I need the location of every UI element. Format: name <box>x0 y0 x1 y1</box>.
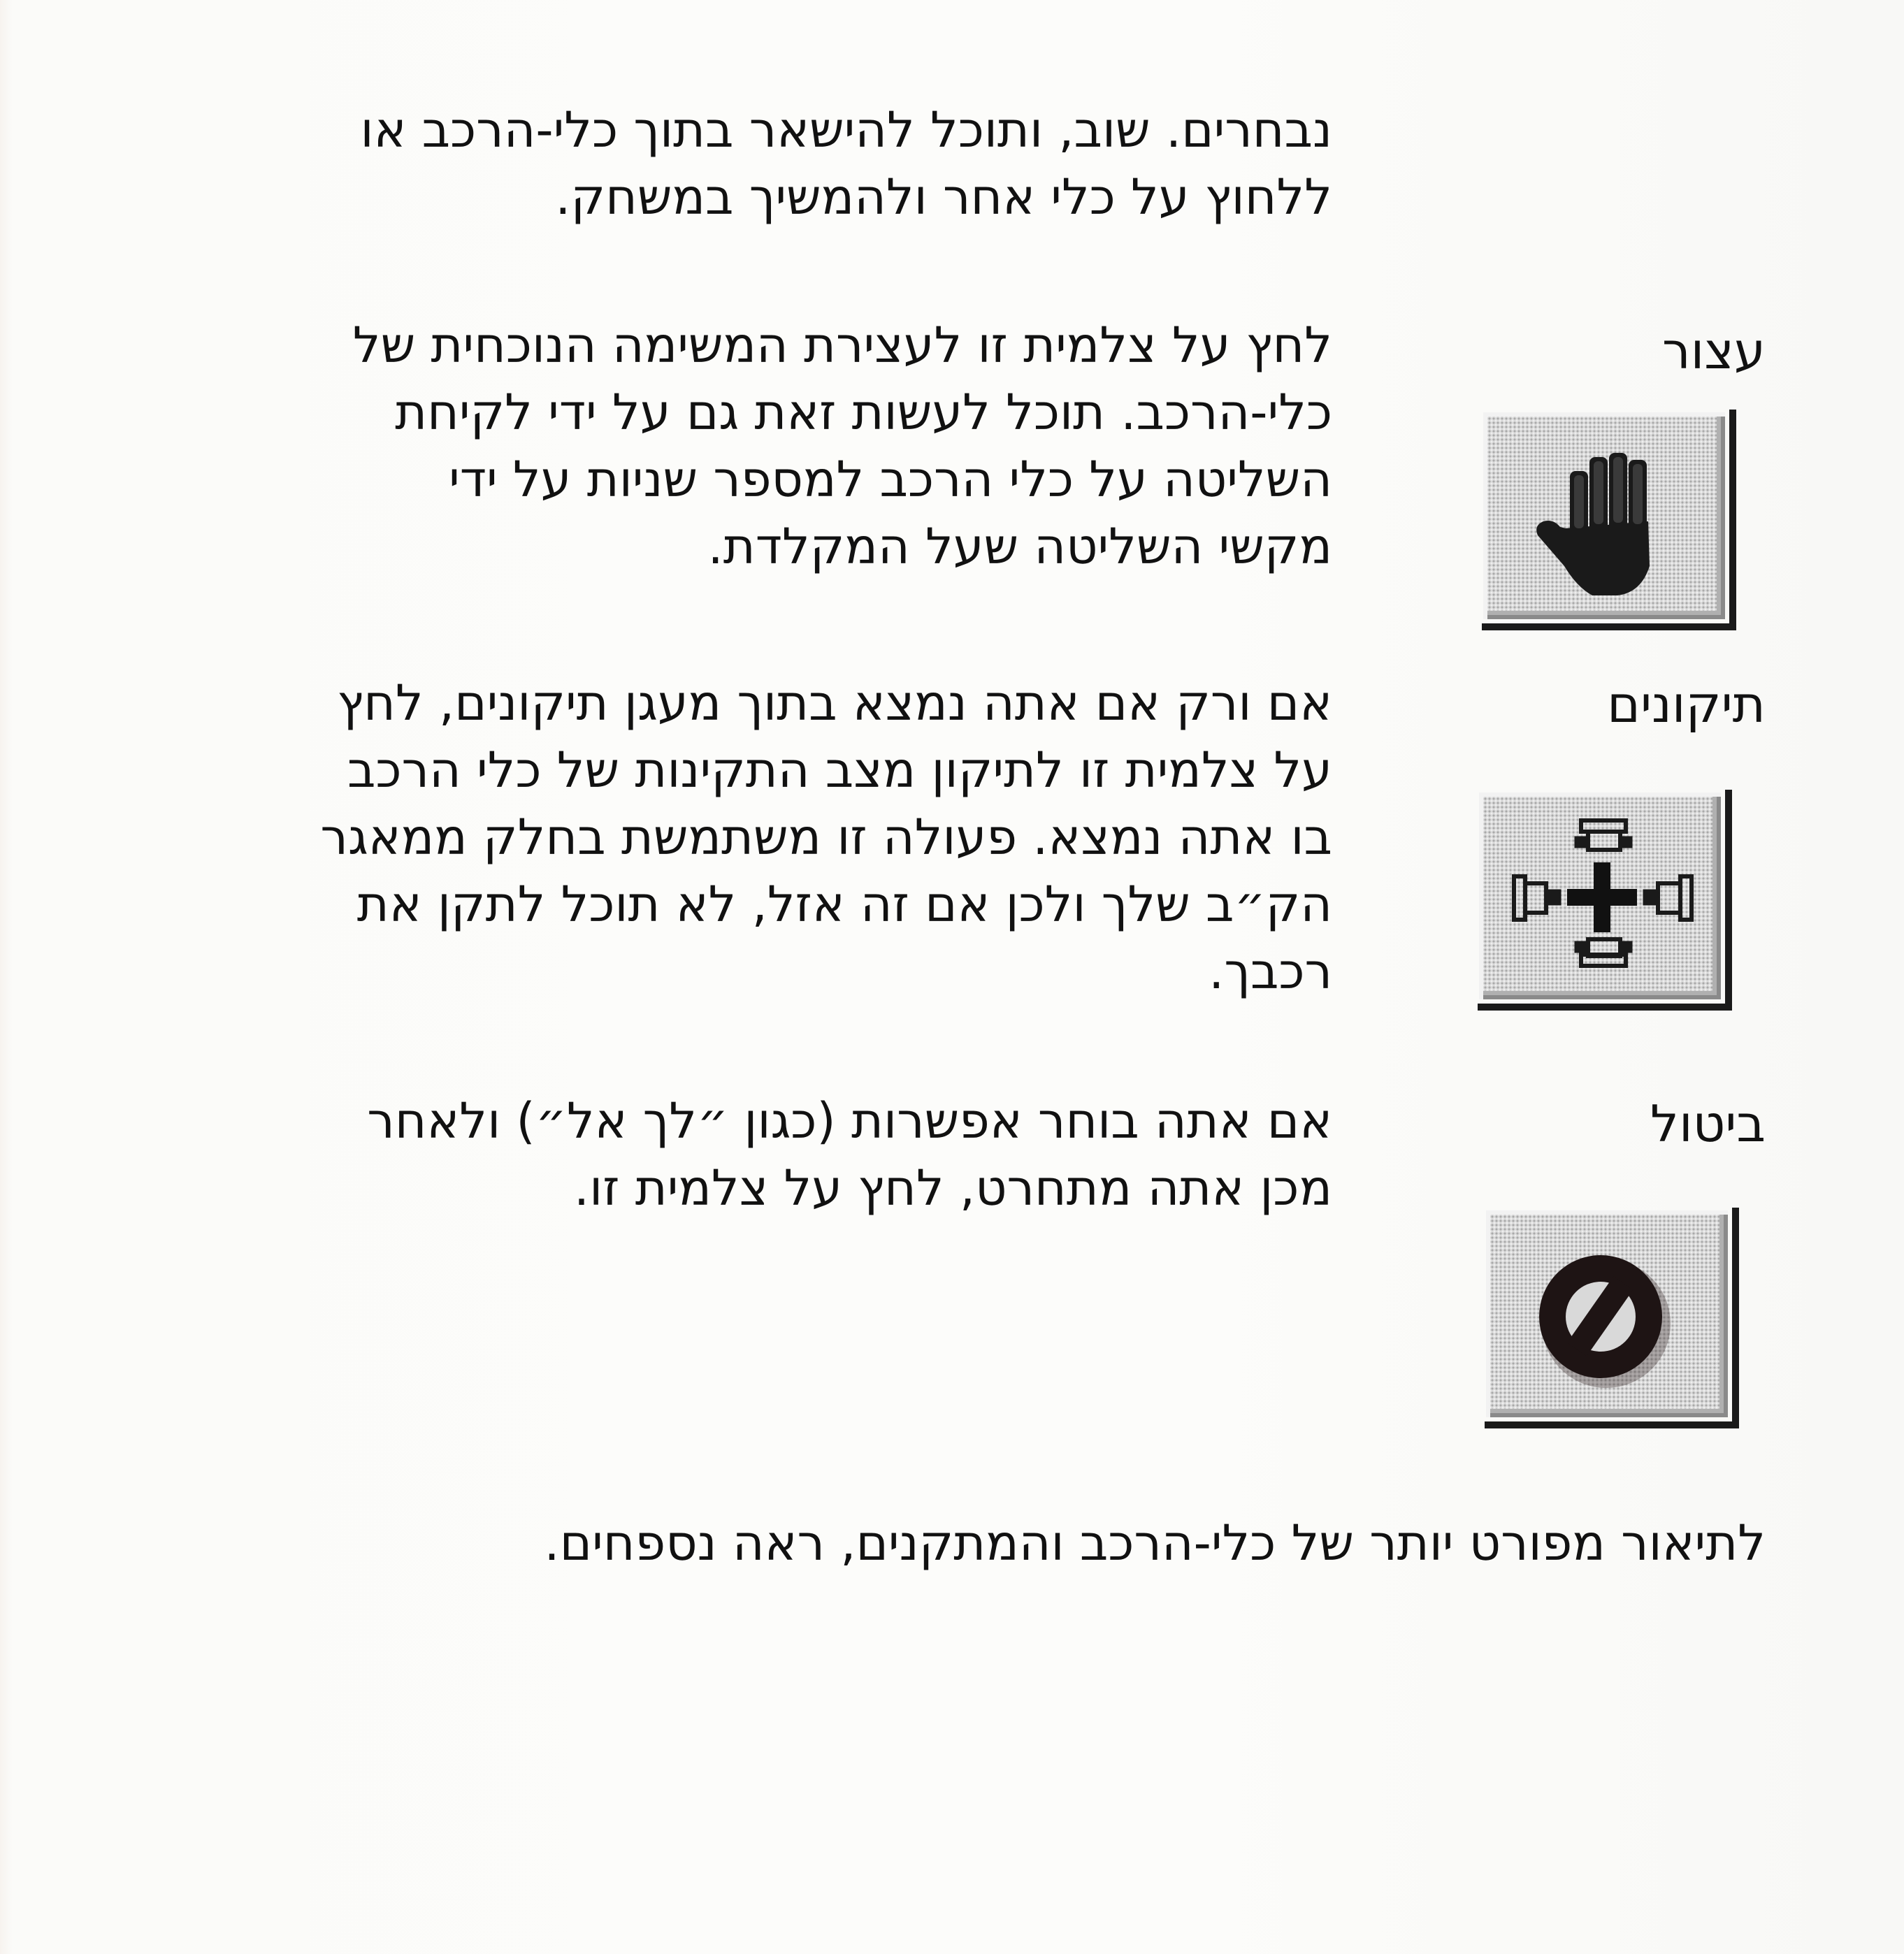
stop-line: כלי-הרכב. תוכל לעשות זאת גם על ידי לקיחת <box>395 384 1332 441</box>
repair-button[interactable] <box>1479 793 1721 999</box>
stop-label: עצור <box>1661 321 1766 380</box>
repair-line: אם ורק אם אתה נמצא בתוך מעגן תיקונים, לחץ <box>337 674 1332 732</box>
stop-description <box>124 312 1332 580</box>
cancel-line: מכן אתה מתחרט, לחץ על צלמית זו. <box>573 1159 1332 1217</box>
footer-note <box>266 1510 1766 1577</box>
cancel-label: ביטול <box>1650 1094 1766 1153</box>
stop-line: מקשי השליטה שעל המקלדת. <box>707 518 1332 575</box>
cancel-line: אם אתה בוחר אפשרות (כגון ״לך אל״) ולאחר <box>367 1092 1332 1150</box>
stop-hand-icon <box>1487 417 1725 619</box>
cancel-button[interactable] <box>1486 1210 1728 1417</box>
repair-label: תיקונים <box>1607 675 1766 734</box>
cancel-icon <box>1490 1215 1728 1417</box>
stop-button[interactable] <box>1483 412 1725 619</box>
intro-line: נבחרים. שוב, ותוכל להישאר בתוך כלי-הרכב או <box>360 101 1332 159</box>
repair-line: רכבך. <box>1209 943 1332 1000</box>
footer-text: לתיאור מפורט יותר של כלי-הרכב והמתקנים, ראה נספחים. <box>544 1514 1766 1572</box>
stop-line: לחץ על צלמית זו לעצירת המשימה הנוכחית של <box>352 317 1332 374</box>
stop-line: השליטה על כלי הרכב למספר שניות על ידי <box>449 451 1332 508</box>
repair-line: בו אתה נמצא. פעולה זו משתמשת בחלק ממאגר <box>320 809 1332 866</box>
intro-line: ללחוץ על כלי אחר ולהמשיך במשחק. <box>555 168 1332 226</box>
repair-line: על צלמית זו לתיקון מצב התקינות של כלי הרכב <box>347 741 1332 799</box>
repair-icon <box>1483 797 1721 999</box>
intro-paragraph <box>124 96 1332 231</box>
cancel-description <box>124 1087 1332 1222</box>
repair-line: הק״ב שלך ולכן אם זה אזל, לא תוכל לתקן את <box>356 876 1332 933</box>
repair-description <box>124 670 1332 1005</box>
